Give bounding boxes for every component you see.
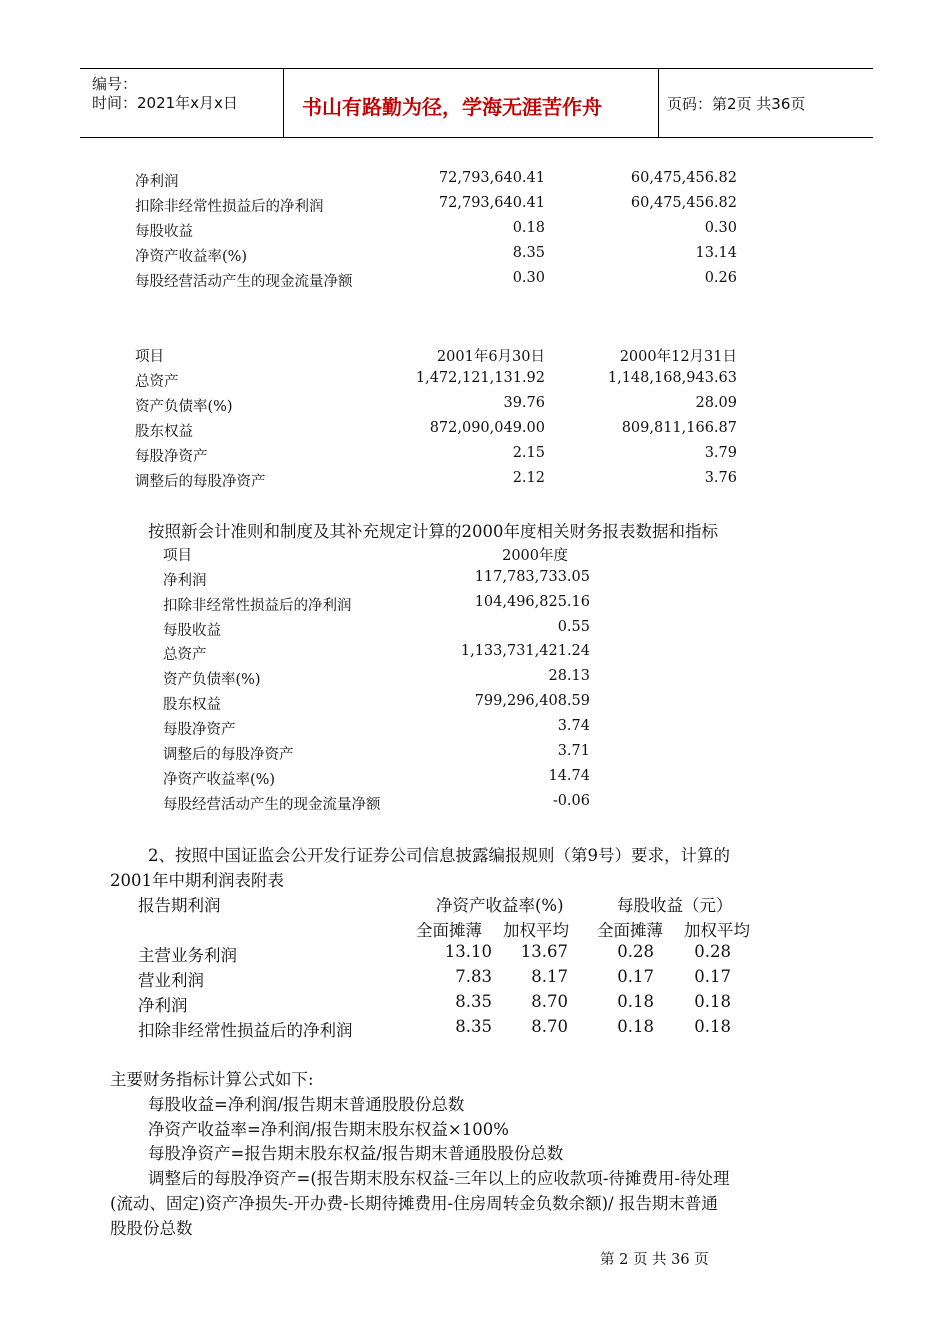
table-cell-value: 13.14	[695, 245, 737, 261]
table-cell-value: 1,472,121,131.92	[415, 370, 545, 386]
table-cell-value: 3.71	[557, 743, 590, 759]
table-row-label: 净利润	[135, 174, 179, 190]
paragraph-line: 2、按照中国证监会公开发行证券公司信息披露编报规则（第9号）要求，计算的	[148, 846, 730, 865]
table-cell-value: 872,090,049.00	[429, 420, 545, 436]
table-row-label: 每股收益	[135, 224, 193, 240]
table-cell-value: 0.30	[704, 220, 737, 236]
formula-line: 每股净资产=报告期末股东权益/报告期末普通股股份总数	[148, 1144, 564, 1163]
table-row-label: 资产负债率(%)	[163, 672, 261, 688]
table-cell-value: 0.18	[694, 1017, 731, 1036]
table-row-label: 每股净资产	[135, 449, 208, 465]
table-cell-value: 0.18	[617, 992, 654, 1011]
table-header-item: 项目	[135, 349, 164, 365]
table-cell-value: 3.76	[704, 470, 737, 486]
page-header	[80, 68, 873, 138]
table-row-label: 主营业务利润	[138, 946, 237, 965]
table-cell-value: 0.26	[704, 270, 737, 286]
formula-line: 净资产收益率=净利润/报告期末股东权益×100%	[148, 1120, 509, 1139]
table-row-label: 扣除非经常性损益后的净利润	[163, 598, 352, 614]
table-row-label: 扣除非经常性损益后的净利润	[135, 199, 324, 215]
table-header-date: 2000年12月31日	[619, 349, 737, 365]
formula-line: 调整后的每股净资产=(报告期末股东权益-三年以上的应收款项-待摊费用-待处理	[148, 1169, 730, 1188]
table-row-label: 每股经营活动产生的现金流量净额	[135, 274, 353, 290]
table-row-label: 总资产	[135, 374, 179, 390]
table-cell-value: 0.28	[617, 942, 654, 961]
formula-line: (流动、固定)资产净损失-开办费-长期待摊费用-住房周转金负数余额)/ 报告期末普通	[110, 1194, 718, 1213]
table-cell-value: 0.18	[694, 992, 731, 1011]
table-cell-value: 8.35	[512, 245, 545, 261]
table-cell-value: 799,296,408.59	[474, 693, 590, 709]
paragraph-line: 2001年中期利润表附表	[110, 871, 284, 890]
table-cell-value: 0.28	[694, 942, 731, 961]
table-row-label: 净资产收益率(%)	[163, 772, 276, 788]
table-row-label: 每股收益	[163, 623, 221, 639]
table-cell-value: 13.67	[520, 942, 568, 961]
header-page-indicator: 页码：第2页 共36页	[667, 95, 806, 113]
table-cell-value: 104,496,825.16	[474, 594, 590, 610]
table-subheader: 全面摊薄	[597, 921, 663, 940]
table-group-header: 净资产收益率(%)	[436, 896, 564, 915]
table-subheader: 全面摊薄	[416, 921, 482, 940]
table-cell-value: 3.79	[704, 445, 737, 461]
formulas-title: 主要财务指标计算公式如下:	[110, 1070, 314, 1089]
table-cell-value: 0.18	[512, 220, 545, 236]
table-cell-value: 0.18	[617, 1017, 654, 1036]
table-cell-value: 3.74	[557, 718, 590, 734]
table-cell-value: 14.74	[548, 768, 590, 784]
table-row-label: 资产负债率(%)	[135, 399, 233, 415]
table-header-item: 项目	[163, 548, 192, 564]
table-cell-value: 72,793,640.41	[438, 170, 545, 186]
page-footer: 第 2 页 共 36 页	[600, 1252, 709, 1268]
table-cell-value: 0.17	[617, 967, 654, 986]
table-cell-value: 1,148,168,943.63	[607, 370, 737, 386]
table-cell-value: -0.06	[552, 793, 590, 809]
table-cell-value: 28.13	[548, 668, 590, 684]
formula-line: 股股份总数	[110, 1219, 193, 1238]
table-cell-value: 8.70	[531, 1017, 568, 1036]
table-cell-value: 8.17	[531, 967, 568, 986]
document-code-label: 编号：	[92, 75, 138, 93]
table-row-label: 营业利润	[138, 971, 204, 990]
table-row-label: 调整后的每股净资产	[163, 747, 294, 763]
table-cell-value: 8.35	[455, 1017, 492, 1036]
table-cell-value: 117,783,733.05	[474, 569, 590, 585]
table-cell-value: 2.15	[512, 445, 545, 461]
section-heading: 按照新会计准则和制度及其补充规定计算的2000年度相关财务报表数据和指标	[148, 522, 718, 541]
table-row-label: 调整后的每股净资产	[135, 474, 266, 490]
table-row-label: 每股净资产	[163, 722, 236, 738]
table-cell-value: 2.12	[512, 470, 545, 486]
table-row-label: 股东权益	[163, 697, 221, 713]
table-cell-value: 60,475,456.82	[630, 170, 737, 186]
table-row-label: 股东权益	[135, 424, 193, 440]
table-cell-value: 8.35	[455, 992, 492, 1011]
table-row-label: 每股经营活动产生的现金流量净额	[163, 797, 381, 813]
table-header-year: 2000年度	[502, 548, 568, 564]
table-cell-value: 72,793,640.41	[438, 195, 545, 211]
document-time-label: 时间：2021年x月x日	[92, 94, 238, 112]
table-cell-value: 1,133,731,421.24	[460, 643, 590, 659]
table-cell-value: 0.17	[694, 967, 731, 986]
table-group-header: 每股收益（元）	[617, 896, 733, 915]
table-header-item: 报告期利润	[138, 896, 221, 915]
table-row-label: 总资产	[163, 647, 207, 663]
table-cell-value: 8.70	[531, 992, 568, 1011]
formula-line: 每股收益=净利润/报告期末普通股股份总数	[148, 1095, 465, 1114]
table-cell-value: 809,811,166.87	[621, 420, 737, 436]
table-cell-value: 39.76	[503, 395, 545, 411]
table-cell-value: 0.30	[512, 270, 545, 286]
header-divider-right	[658, 69, 659, 137]
table-subheader: 加权平均	[684, 921, 750, 940]
table-cell-value: 28.09	[695, 395, 737, 411]
table-subheader: 加权平均	[503, 921, 569, 940]
table-row-label: 净利润	[163, 573, 207, 589]
header-motto: 书山有路勤为径，学海无涯苦作舟	[302, 95, 602, 119]
table-row-label: 净利润	[138, 996, 188, 1015]
table-cell-value: 0.55	[557, 619, 590, 635]
table-cell-value: 7.83	[455, 967, 492, 986]
table-row-label: 扣除非经常性损益后的净利润	[138, 1021, 353, 1040]
header-divider-left	[283, 69, 284, 137]
table-header-date: 2001年6月30日	[436, 349, 545, 365]
table-row-label: 净资产收益率(%)	[135, 249, 248, 265]
table-cell-value: 13.10	[444, 942, 492, 961]
table-cell-value: 60,475,456.82	[630, 195, 737, 211]
